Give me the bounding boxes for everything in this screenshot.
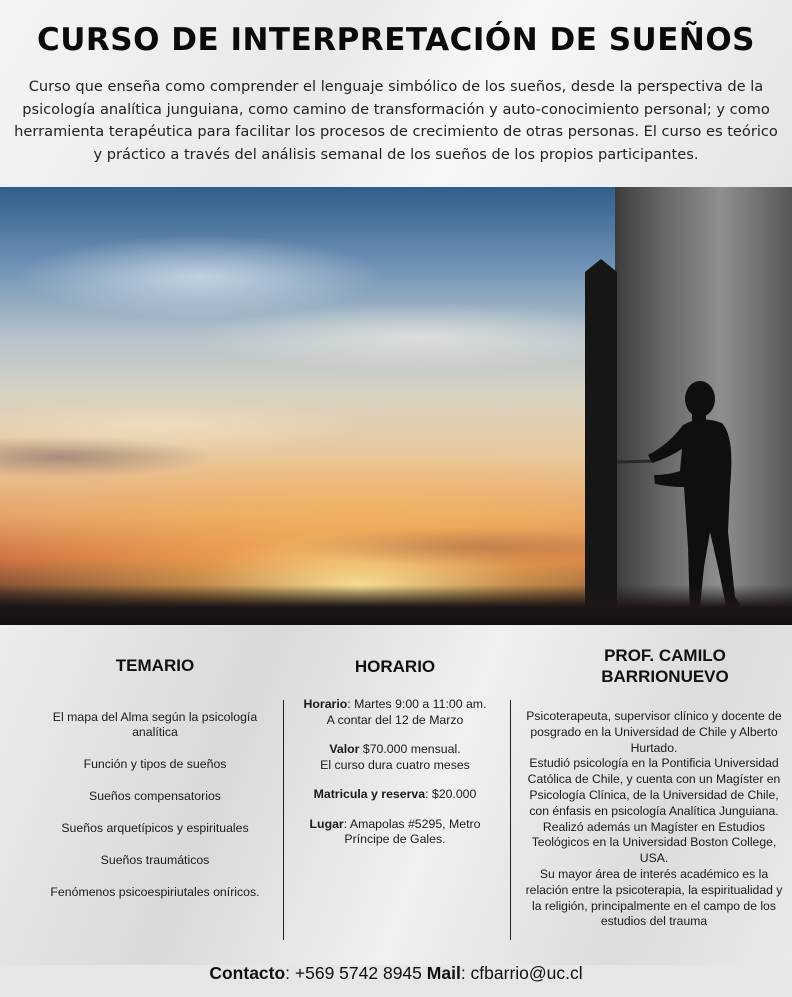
column-divider	[283, 700, 284, 940]
price-label: Valor	[329, 742, 360, 756]
price-value: $70.000 mensual.	[359, 742, 461, 756]
list-item: Fenómenos psicoespiriutales oníricos.	[50, 885, 260, 899]
location-value: : Amapolas #5295, Metro Príncipe de Gales.	[343, 816, 481, 846]
course-description: Curso que enseña como comprender el lenguaje simbólico de los sueños, desde la perspectiva de la psicología analítica junguiana, como camino de transformación y auto-conocimiento personal; y como herramienta terapéutica para facilitar los procesos de crecimiento de otras personas. El curso es teórico y práctico a través del análisis semanal de los sueños de los propios participantes.	[14, 78, 778, 163]
list-item: Sueños compensatorios	[89, 789, 221, 803]
list-item: Función y tipos de sueños	[83, 757, 227, 771]
start-date: A contar del 12 de Marzo	[326, 712, 464, 727]
list-item: El mapa del Alma según la psicología analítica	[52, 710, 258, 739]
ground-horizon	[0, 585, 792, 625]
column-divider	[510, 700, 511, 940]
temario-list	[40, 710, 270, 917]
schedule-label: Horario	[303, 697, 348, 711]
bio-paragraph: Psicoterapeuta, supervisor clínico y docente de posgrado en la Universidad de Chile y Alberto Hurtado.	[526, 709, 782, 755]
contact-label: Contacto	[209, 963, 286, 983]
door-handle	[617, 461, 655, 462]
price-info	[290, 742, 500, 773]
list-item: Sueños arquetípicos y espirituales	[61, 821, 249, 835]
info-columns	[0, 625, 792, 965]
schedule-value: : Martes 9:00 a 11:00 am.	[347, 697, 487, 711]
list-item: Sueños traumáticos	[100, 853, 210, 867]
man-silhouette	[648, 381, 745, 617]
horario-heading: HORARIO	[354, 657, 436, 676]
contact-footer	[0, 963, 792, 984]
professor-bio	[520, 709, 788, 930]
email-address: : cfbarrio@uc.cl	[460, 963, 583, 983]
location-label: Lugar	[309, 816, 344, 831]
door-panel	[585, 259, 617, 625]
phone-number: : +569 5742 8945	[285, 963, 427, 983]
man-at-door-illustration	[0, 187, 792, 625]
horario-details	[290, 697, 500, 862]
location-info	[290, 817, 500, 848]
professor-heading: PROF. CAMILO BARRIONUEVO	[601, 646, 729, 686]
bio-paragraph: Estudió psicología en la Pontificia Universidad Católica de Chile, y cuenta con un Magíster en Psicología Clínica, de la Universidad de Chile, con énfasis en psicología Analítica Junguiana. Realizó además un Magíster en Estudios Teológicos en la Universidad Boston College, USA.	[527, 756, 781, 866]
hero-image	[0, 187, 792, 625]
header	[0, 0, 792, 187]
enrollment-label: Matricula y reserva	[313, 787, 426, 801]
schedule-info	[290, 697, 500, 728]
temario-heading: TEMARIO	[115, 656, 195, 675]
enrollment-value: : $20.000	[425, 787, 477, 801]
course-duration: El curso dura cuatro meses	[320, 757, 470, 772]
bio-paragraph: Su mayor área de interés académico es la relación entre la psicoterapia, la espiritualidad y la religión, principalmente en el campo de los estudios del trauma	[525, 866, 783, 929]
enrollment-info	[290, 787, 500, 803]
mail-label: Mail	[426, 963, 461, 983]
page-title: CURSO DE INTERPRETACIÓN DE SUEÑOS	[36, 22, 755, 58]
